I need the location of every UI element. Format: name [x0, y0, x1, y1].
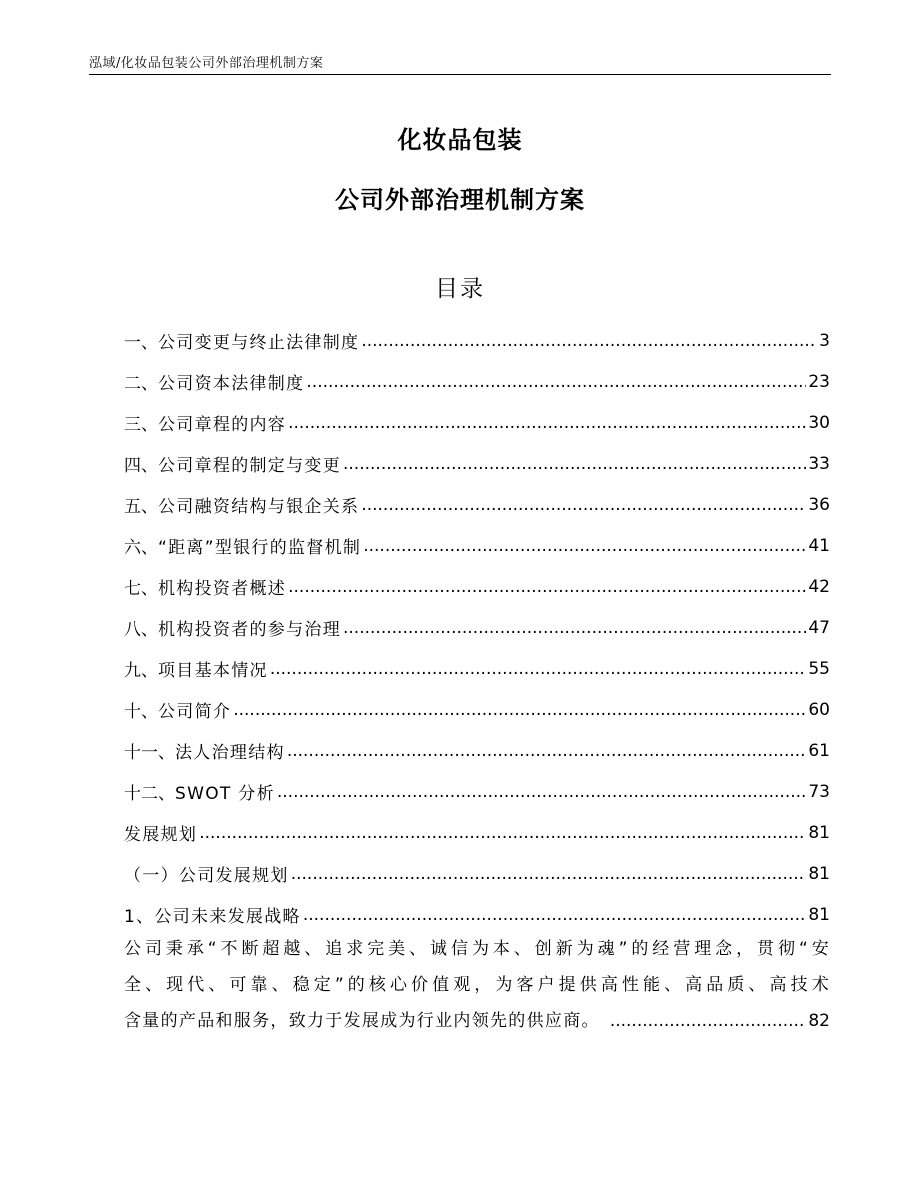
toc-leader-dots	[270, 659, 807, 679]
toc-entry-title: 机构投资者概述	[158, 579, 287, 599]
toc-entry-title: 公司变更与终止法律制度	[158, 333, 360, 353]
table-of-contents	[124, 320, 830, 935]
toc-entry-page: 81	[808, 822, 830, 843]
toc-leader-dots	[199, 823, 806, 843]
toc-heading: 目录	[435, 276, 485, 302]
toc-entry-5[interactable]	[124, 484, 830, 525]
toc-leader-dots	[288, 413, 806, 433]
toc-leader-dots	[291, 864, 807, 884]
toc-leader-dots	[363, 536, 806, 556]
toc-entry-11[interactable]	[124, 730, 830, 771]
paragraph-line-3	[124, 1003, 830, 1039]
toc-entry-number: 一、	[124, 333, 158, 353]
toc-entry-2[interactable]	[124, 361, 830, 402]
toc-entry-title: 公司简介	[158, 702, 232, 722]
toc-entry-page: 30	[808, 412, 830, 433]
toc-entry-number: 五、	[124, 497, 158, 517]
toc-leader-dots	[361, 495, 806, 515]
toc-entry-number: 三、	[124, 415, 158, 435]
toc-entry-title: SWOT 分析	[175, 784, 275, 804]
toc-entry-title: 公司章程的内容	[158, 415, 287, 435]
toc-entry-title: “距离”型银行的监督机制	[158, 538, 362, 558]
toc-entry-title: （一）公司发展规划	[124, 866, 289, 886]
document-title-line-2: 公司外部治理机制方案	[335, 186, 585, 214]
toc-leader-dots	[610, 1003, 807, 1039]
toc-entry-9[interactable]	[124, 648, 830, 689]
toc-entry-14[interactable]	[124, 853, 830, 894]
toc-entry-page: 36	[808, 494, 830, 515]
toc-entry-title: 1、公司未来发展战略	[124, 907, 301, 927]
toc-entry-paragraph[interactable]	[124, 931, 830, 1039]
toc-leader-dots	[303, 905, 807, 925]
toc-leader-dots	[277, 782, 806, 802]
toc-entry-page: 55	[808, 658, 830, 679]
toc-entry-4[interactable]	[124, 443, 830, 484]
toc-leader-dots	[233, 700, 806, 720]
running-header: 泓域/化妆品包装公司外部治理机制方案	[89, 56, 324, 71]
paragraph-line-2: 全、现代、可靠、稳定”的核心价值观，为客户提供高性能、高品质、高技术	[124, 975, 830, 995]
header-rule	[89, 74, 831, 75]
toc-leader-dots	[288, 577, 806, 597]
toc-entry-8[interactable]	[124, 607, 830, 648]
toc-entry-3[interactable]	[124, 402, 830, 443]
toc-leader-dots	[306, 372, 806, 392]
toc-entry-12[interactable]	[124, 771, 830, 812]
toc-entry-page: 81	[808, 904, 830, 925]
toc-entry-page: 61	[808, 740, 830, 761]
toc-entry-1[interactable]	[124, 320, 830, 361]
toc-entry-number: 八、	[124, 620, 158, 640]
toc-entry-page: 41	[808, 535, 830, 556]
paragraph-line-1: 公司秉承“不断超越、追求完美、诚信为本、创新为魂”的经营理念，贯彻“安	[124, 939, 830, 959]
toc-entry-title: 机构投资者的参与治理	[158, 620, 341, 640]
toc-entry-number: 十、	[124, 702, 158, 722]
document-title-line-1: 化妆品包装	[397, 126, 523, 154]
toc-entry-title: 法人治理结构	[175, 743, 285, 763]
toc-entry-title: 项目基本情况	[158, 661, 268, 681]
toc-entry-number: 九、	[124, 661, 158, 681]
toc-entry-10[interactable]	[124, 689, 830, 730]
toc-entry-title: 发展规划	[124, 825, 198, 845]
toc-entry-title: 公司章程的制定与变更	[158, 456, 341, 476]
paragraph-line-3-text: 含量的产品和服务，致力于发展成为行业内领先的供应商。	[124, 1011, 600, 1031]
toc-entry-15[interactable]	[124, 894, 830, 935]
toc-entry-number: 二、	[124, 374, 158, 394]
toc-entry-number: 六、	[124, 538, 158, 558]
toc-entry-title: 公司资本法律制度	[158, 374, 305, 394]
toc-entry-13[interactable]	[124, 812, 830, 853]
toc-entry-page: 82	[808, 1011, 830, 1031]
toc-entry-title: 公司融资结构与银企关系	[158, 497, 360, 517]
toc-leader-dots	[343, 618, 806, 638]
toc-entry-page: 23	[808, 371, 830, 392]
toc-leader-dots	[361, 331, 817, 351]
toc-entry-page: 47	[808, 617, 830, 638]
toc-entry-number: 七、	[124, 579, 158, 599]
toc-entry-6[interactable]	[124, 525, 830, 566]
toc-entry-page: 73	[808, 781, 830, 802]
toc-entry-number: 四、	[124, 456, 158, 476]
toc-entry-number: 十一、	[124, 743, 175, 763]
toc-entry-page: 60	[808, 699, 830, 720]
toc-leader-dots	[287, 741, 807, 761]
toc-leader-dots	[343, 454, 806, 474]
toc-entry-page: 3	[819, 330, 830, 351]
toc-entry-page: 42	[808, 576, 830, 597]
toc-entry-page: 81	[808, 863, 830, 884]
toc-entry-number: 十二、	[124, 784, 175, 804]
toc-entry-page: 33	[808, 453, 830, 474]
toc-entry-7[interactable]	[124, 566, 830, 607]
